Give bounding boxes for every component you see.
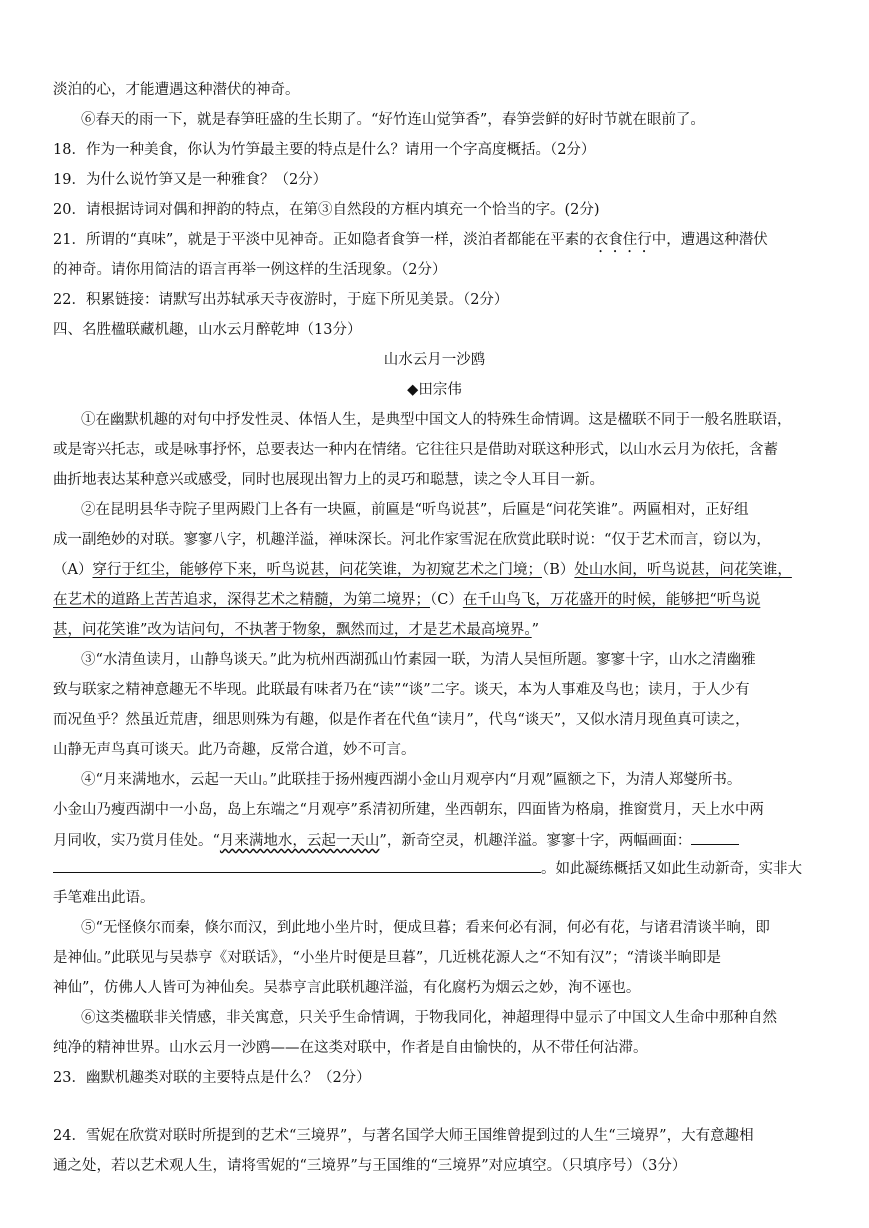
text-line: ⑥春天的雨一下，就是春笋旺盛的生长期了。“好竹连山觉笋香”，春笋尝鲜的好时节就在眼前了。 [81, 112, 705, 128]
question-19: 19．为什么说竹笋又是一种雅食？（2分） [53, 172, 328, 188]
article-author: ◆田宗伟 [407, 382, 462, 398]
text-line [53, 830, 739, 851]
text-line: 致与联家之精神意趣无不毕现。此联最有味者乃在“读”“谈”二字。谈天，本为人事难及鸟也；读月，于人少有 [53, 682, 750, 698]
text-segment: 。如此凝练概括又如此生动新奇，实非大 [541, 861, 802, 877]
text-line: 神仙”，仿佛人人皆可为神仙矣。吴恭亨言此联机趣洋溢，有化腐朽为烟云之妙，洵不诬也。 [53, 980, 641, 996]
text-line: ⑤“无怪倏尔而秦，倏尔而汉，到此地小坐片时，便成旦暮；看来何必有洞，何必有花，与诸君清谈半晌，即 [81, 920, 770, 936]
label-c: （C） [430, 592, 463, 608]
question-20: 20．请根据诗词对偶和押韵的特点，在第③自然段的方框内填充一个恰当的字。(2分) [53, 202, 600, 218]
text-line: 曲折地表达某种意兴或感受，同时也展现出智力上的灵巧和聪慧，读之令人耳目一新。 [53, 472, 604, 488]
text-line: ⑥这类楹联非关情感，非关寓意，只关乎生命情调，于物我同化，神超理得中显示了中国文人生命中那种自然 [81, 1010, 777, 1026]
text-line: 的神奇。请你用简洁的语言再举一例这样的生活现象。（2分） [53, 262, 447, 278]
text-line: 淡泊的心，才能遭遇这种潜伏的神奇。 [53, 82, 300, 98]
text-line: 山静无声鸟真可谈天。此乃奇趣，反常合道，妙不可言。 [53, 742, 416, 758]
text-line [53, 620, 539, 640]
question-18: 18．作为一种美食，你认为竹笋最主要的特点是什么？请用一个字高度概括。（2分） [53, 142, 596, 158]
text-segment: ”，新奇空灵，机趣洋溢。寥寥十字，两幅画面： [379, 833, 692, 849]
text-line: 手笔难出此语。 [53, 890, 155, 906]
underlined-b: 在艺术的道路上苦苦追求，深得艺术之精髓，为第二境界； [53, 592, 430, 608]
text-segment: 中，遭遇这种潜伏 [651, 232, 768, 248]
text-line: 小金山乃瘦西湖中一小岛，岛上东端之“月观亭”系清初所建，坐西朝东，四面皆为格扇，推窗赏月，天上水中两 [53, 802, 764, 818]
article-title: 山水云月一沙鸥 [383, 352, 486, 368]
text-line: 而况鱼乎？然虽近荒唐，细思则殊为有趣，似是作者在代鱼“读月”，代鸟“谈天”，又似水清月现鱼真可读之， [53, 712, 750, 728]
text-line [53, 560, 792, 580]
text-segment: ” [531, 622, 540, 638]
underlined-a: 穿行于红尘，能够停下来，听鸟说甚，问花笑谁，为初窥艺术之门境； [92, 562, 542, 578]
text-line: 成一副绝妙的对联。寥寥八字，机趣洋溢，禅味深长。河北作家雪泥在欣赏此联时说：“仅于艺术而言，窃以为， [53, 532, 771, 548]
question-24: 24．雪妮在欣赏对联时所提到的艺术“三境界”，与著名国学大师王国维曾提到过的人生“三境界”，大有意趣相 [53, 1128, 754, 1144]
question-23: 23．幽默机趣类对联的主要特点是什么？（2分） [53, 1070, 371, 1086]
label-a: （A） [53, 562, 93, 578]
answer-blank[interactable] [53, 858, 541, 873]
text-line: 纯净的精神世界。山水云月一沙鸥——在这类对联中，作者是自由愉快的，从不带任何沾滞。 [53, 1040, 648, 1056]
text-line: ③“水清鱼读月，山静鸟谈天。”此为杭州西湖孤山竹素园一联，为清人吴恒所题。寥寥十字，山水之清幽雅 [81, 652, 756, 668]
text-line: 是神仙。”此联见与吴恭亨《对联话》，“小坐片时便是旦暮”，几近桃花源人之“不知有汉”；“清谈半晌即是 [53, 950, 721, 966]
text-segment: 月同收，实乃赏月佳处。“ [53, 833, 220, 849]
underlined-c: 在千山鸟飞，万花盛开的时候，能够把“听鸟说 [462, 592, 761, 608]
underlined-c: 甚，问花笑谁”改为诘问句，不执著于物象，飘然而过，才是艺术最高境界。 [53, 622, 532, 638]
text-line: 通之处，若以艺术观人生，请将雪妮的“三境界”与王国维的“三境界”对应填空。（只填序号）（3分） [53, 1158, 687, 1174]
label-b: （B） [541, 562, 575, 578]
text-line: ④“月来满地水，云起一天山。”此联挂于扬州瘦西湖小金山月观亭内“月观”匾额之下，为清人郑燮所书。 [81, 772, 742, 788]
text-line [53, 858, 802, 879]
question-22: 22．积累链接：请默写出苏轼承天寺夜游时，于庭下所见美景。（2分） [53, 292, 509, 308]
section-heading: 四、名胜楹联藏机趣，山水云月醉乾坤（13分） [53, 322, 362, 338]
text-line [53, 590, 760, 610]
text-line: ①在幽默机趣的对句中抒发性灵、体悟人生，是典型中国文人的特殊生命情调。这是楹联不同于一般名胜联语， [81, 412, 792, 428]
text-segment: 21．所谓的“真味”，就是于平淡中见神奇。正如隐者食笋一样，淡泊者都能在平素的 [53, 232, 594, 248]
text-line: 或是寄兴托志，或是咏事抒怀，总要表达一种内在情绪。它往往只是借助对联这种形式，以山水云月为依托，含蓄 [53, 442, 778, 458]
text-line: ②在昆明县华寺院子里两殿门上各有一块匾，前匾是“听鸟说甚”，后匾是“问花笑谁”。两匾相对，正好组 [81, 502, 749, 518]
wavy-underlined: 月来满地水，云起一天山 [219, 833, 380, 849]
underlined-b: 处山水间，听鸟说甚，问花笑谁， [574, 562, 792, 578]
answer-blank[interactable] [691, 830, 739, 845]
dotted-emphasis: 衣食住行 [593, 232, 652, 248]
question-21 [53, 230, 768, 256]
